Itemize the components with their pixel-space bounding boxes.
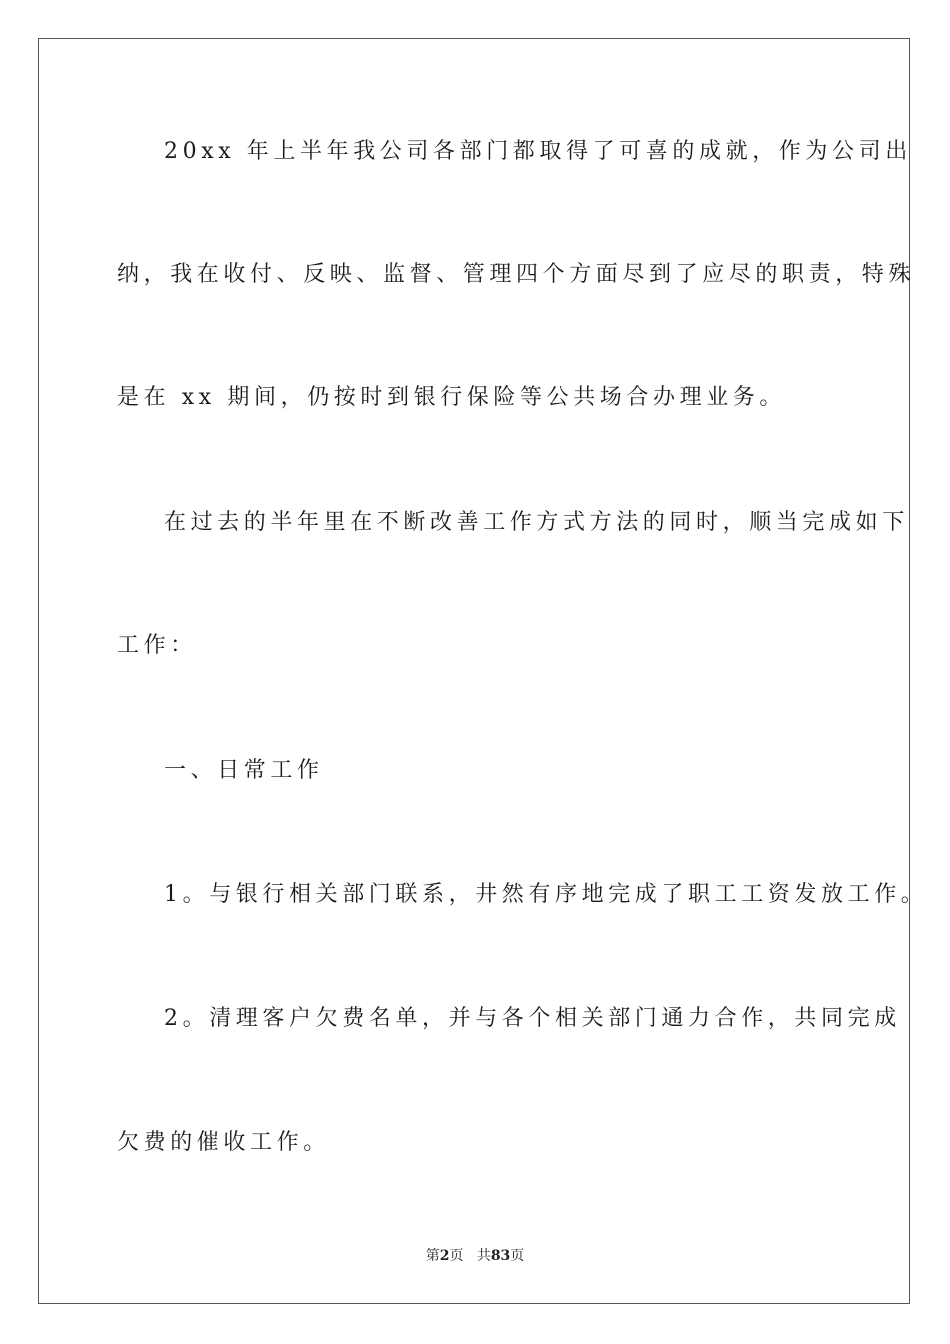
footer-total-prefix: 共 [476, 1248, 491, 1264]
total-pages-number: 83 [490, 1248, 511, 1264]
paragraph-line-4: 在过去的半年里在不断改善工作方式方法的同时，顺当完成如下 [164, 510, 909, 535]
current-page-number: 2 [439, 1248, 450, 1264]
paragraph-line-5: 工作： [117, 633, 197, 658]
page-footer [0, 1247, 950, 1265]
paragraph-line-3: 是在 xx 期间，仍按时到银行保险等公共场合办理业务。 [117, 385, 787, 410]
list-item-2: 2。清理客户欠费名单，并与各个相关部门通力合作，共同完成 [164, 1006, 901, 1031]
paragraph-line-2: 纳，我在收付、反映、监督、管理四个方面尽到了应尽的职责，特殊 [117, 262, 916, 287]
page-frame [38, 38, 910, 1304]
section-heading: 一、日常工作 [164, 758, 324, 783]
footer-prefix: 第 [425, 1248, 440, 1264]
list-item-1: 1。与银行相关部门联系，井然有序地完成了职工工资发放工作。 [164, 882, 928, 907]
paragraph-line-1: 20xx 年上半年我公司各部门都取得了可喜的成就，作为公司出 [164, 139, 912, 164]
footer-total-suffix: 页 [510, 1248, 525, 1264]
footer-page-suffix: 页 [449, 1248, 464, 1264]
list-item-2-continuation: 欠费的催收工作。 [117, 1130, 330, 1155]
